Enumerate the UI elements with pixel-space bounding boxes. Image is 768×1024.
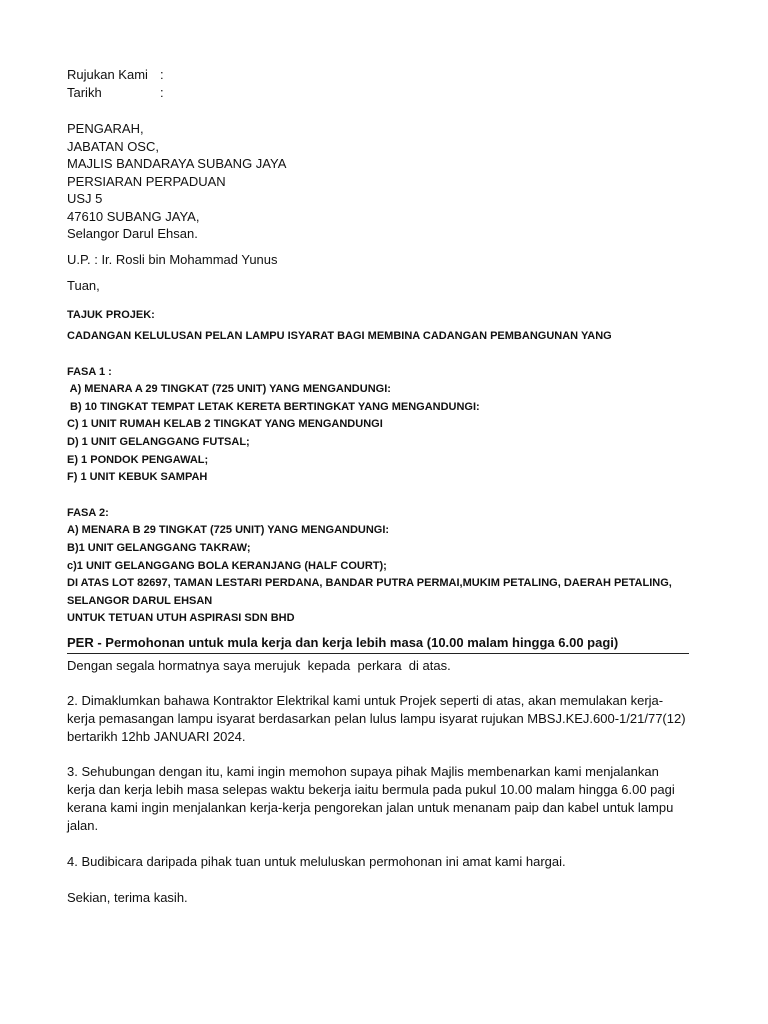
tarikh-label: Tarikh [67,85,102,100]
reference-row [67,66,689,84]
paragraph-4: 4. Budibicara daripada pihak tuan untuk meluluskan permohonan ini amat kami hargai. [67,854,566,869]
paragraph-line: kerja pemasangan lampu isyarat berdasarkan pelan lulus lampu isyarat rujukan MBSJ.KEJ.600-1/21/77(12) [67,711,686,726]
paragraph-line: kerana kami ingin menjalankan kerja-kerja pengorekan jalan untuk menanam paip dan kabel untuk lampu [67,800,674,815]
project-location-line: DI ATAS LOT 82697, TAMAN LESTARI PERDANA, BANDAR PUTRA PERMAI,MUKIM PETALING, DAERAH PETALING, [67,577,672,590]
phase-2-item: B)1 UNIT GELANGGANG TAKRAW; [67,542,251,555]
paragraph-3 [67,763,689,835]
intro-paragraph: Dengan segala hormatnya saya merujuk kepada perkara di atas. [67,658,451,673]
address-line: MAJLIS BANDARAYA SUBANG JAYA [67,156,287,171]
phase-1-item: F) 1 UNIT KEBUK SAMPAH [67,471,208,484]
rujukan-separator: : [160,67,164,82]
address-line: Selangor Darul Ehsan. [67,226,198,241]
address-line: PENGARAH, [67,121,144,136]
address-line: USJ 5 [67,191,103,206]
project-location-line: SELANGOR DARUL EHSAN [67,594,213,607]
address-line: PERSIARAN PERPADUAN [67,173,226,189]
tarikh-separator: : [160,85,164,100]
phase-1-item: E) 1 PONDOK PENGAWAL; [67,453,209,466]
address-line: 47610 SUBANG JAYA, [67,208,200,224]
address-line: JABATAN OSC, [67,138,159,154]
paragraph-line: kerja dan kerja lebih masa selepas waktu bekerja iaitu bermula pada pukul 10.00 malam hingga 6.00 pagi [67,782,675,797]
phase-1-item: C) 1 UNIT RUMAH KELAB 2 TINGKAT YANG MENGANDUNGI [67,418,383,431]
project-client-line: UNTUK TETUAN UTUH ASPIRASI SDN BHD [67,612,295,625]
project-title-label: TAJUK PROJEK: [67,308,155,321]
paragraph-line: 2. Dimaklumkan bahawa Kontraktor Elektrikal kami untuk Projek seperti di atas, akan memulakan kerja- [67,693,664,708]
phase-1-heading: FASA 1 : [67,365,112,378]
phase-2-item: A) MENARA B 29 TINGKAT (725 UNIT) YANG MENGANDUNGI: [67,524,390,537]
phase-1-item: B) 10 TINGKAT TEMPAT LETAK KERETA BERTINGKAT YANG MENGANDUNGI: [67,400,480,413]
closing-line: Sekian, terima kasih. [67,890,188,905]
recipient-address [67,120,689,243]
paragraph-line: 3. Sehubungan dengan itu, kami ingin memohon supaya pihak Majlis membenarkan kami menjalankan [67,764,659,779]
phase-1-item: A) MENARA A 29 TINGKAT (725 UNIT) YANG MENGANDUNGI: [67,383,391,396]
salutation: Tuan, [67,277,100,293]
phase-1-item: D) 1 UNIT GELANGGANG FUTSAL; [67,436,250,449]
paragraph-2 [67,692,689,746]
phase-2-item: c)1 UNIT GELANGGANG BOLA KERANJANG (HALF COURT); [67,559,387,572]
attention-line: U.P. : Ir. Rosli bin Mohammad Yunus [67,251,278,267]
subject-heading: PER - Permohonan untuk mula kerja dan kerja lebih masa (10.00 malam hingga 6.00 pagi) [67,634,689,654]
phase-2-heading: FASA 2: [67,506,109,519]
date-row [67,84,689,102]
paragraph-line: jalan. [67,818,99,833]
phase-2-block [67,505,689,628]
project-title: CADANGAN KELULUSAN PELAN LAMPU ISYARAT BAGI MEMBINA CADANGAN PEMBANGUNAN YANG [67,330,612,343]
paragraph-line: bertarikh 12hb JANUARI 2024. [67,729,246,744]
phase-1-block [67,364,689,487]
rujukan-label: Rujukan Kami [67,67,148,82]
letter-page [67,66,689,907]
